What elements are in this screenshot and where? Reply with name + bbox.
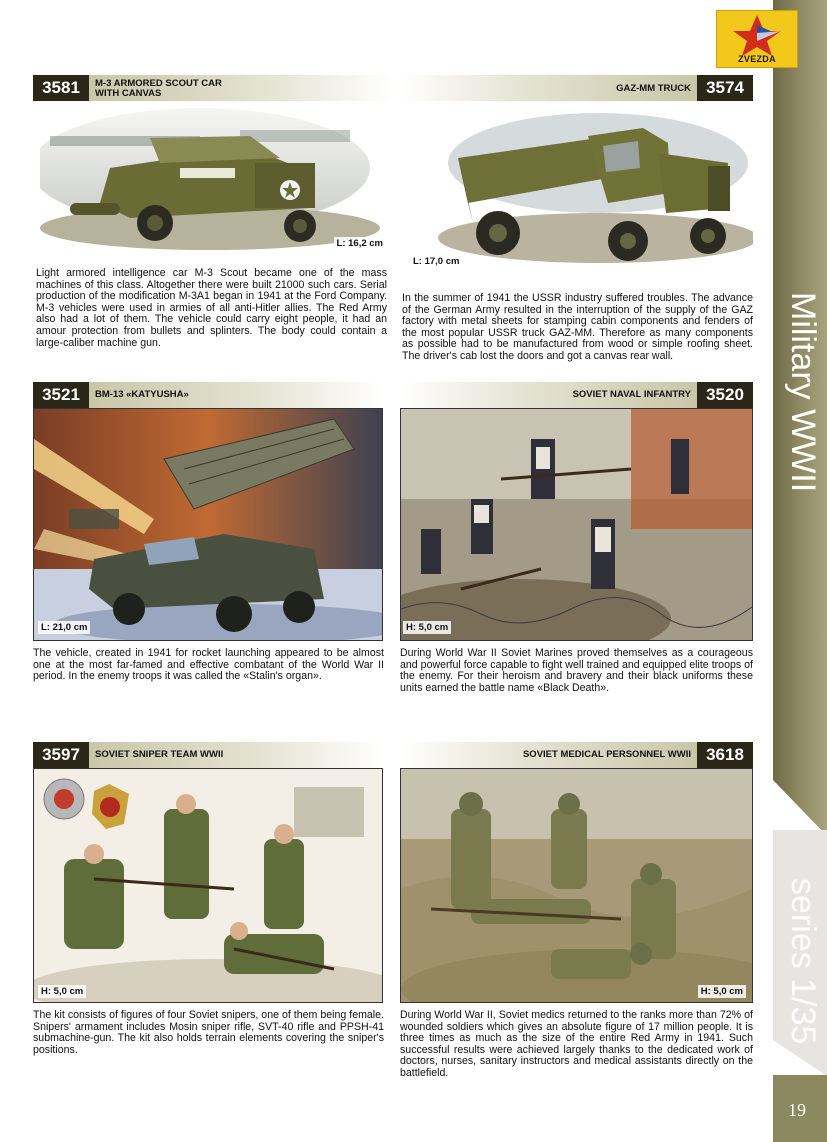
product-description: During World War II, Soviet medics returned to the ranks more than 72% of wounded soldiers which gives an absolute figure of 17 million people. It is three times as much as the size of the entire Red Army in 1941. Such successful results were achieved largely thanks to the dedicated work of doctors, nurses, sanitary instructors and medical assistants directly on the battlefield. [400, 1009, 753, 1079]
product-image-medical-personnel [400, 768, 753, 1003]
product-image-m3-scout-car [40, 108, 390, 258]
measurement-label: H: 5,0 cm [698, 985, 746, 998]
brand-name: ZVEZDA [738, 54, 776, 64]
measurement-label: H: 5,0 cm [38, 985, 86, 998]
product-title: GAZ-MM TRUCK [616, 83, 691, 94]
product-code: 3574 [697, 75, 753, 101]
product-header-3520 [400, 382, 753, 408]
zvezda-logo [716, 10, 798, 68]
product-title: SOVIET SNIPER TEAM WWII [95, 749, 224, 760]
product-description: Light armored intelligence car M-3 Scout became one of the mass machines of this class. Altogether there were built 21000 such cars. Serial production of the modification M-3A1 began in 1941 at the Ford Company. M-3 vehicles were used in armies of all anti-Hitler allies. The Red Army also had a lot of them. The vehicle could carry eight people, it had an amour protection from bullets and splinters. The body could contain a large-caliber machine gun. [36, 267, 387, 349]
product-image-bm13-katyusha [33, 408, 383, 641]
product-header-3574 [400, 75, 753, 101]
product-title: SOVIET NAVAL INFANTRY [572, 389, 691, 400]
product-code: 3597 [33, 742, 89, 768]
product-title: BM-13 «KATYUSHA» [95, 389, 189, 400]
product-code: 3521 [33, 382, 89, 408]
category-label: Military WWII [784, 292, 822, 493]
product-header-3581 [33, 75, 393, 101]
product-image-sniper-team [33, 768, 383, 1003]
series-label: series 1/35 [784, 878, 822, 1045]
product-image-gaz-mm-truck [408, 108, 753, 278]
measurement-label: L: 16,2 cm [334, 237, 386, 250]
product-code: 3520 [697, 382, 753, 408]
product-code: 3581 [33, 75, 89, 101]
product-description: The vehicle, created in 1941 for rocket launching appeared to be almost one at the most far-famed and effective combatant of the World War II period. In the enemy troops it was called the «Stalin's organ». [33, 647, 384, 683]
product-header-3597 [33, 742, 383, 768]
product-header-3521 [33, 382, 383, 408]
measurement-label: L: 17,0 cm [410, 255, 462, 268]
page-number: 19 [788, 1100, 806, 1120]
product-title: SOVIET MEDICAL PERSONNEL WWII [522, 749, 691, 760]
product-title: M-3 ARMORED SCOUT CAR WITH CANVAS [95, 78, 222, 99]
product-description: During World War II Soviet Marines proved themselves as a courageous and powerful force capable to fight well trained and equipped elite troops of the enemy. For their heroism and bravery and their black uniforms these units earned the battle name «Black Death». [400, 647, 753, 694]
measurement-label: H: 5,0 cm [403, 621, 451, 634]
product-description: The kit consists of figures of four Soviet snipers, one of them being female. Snipers' armament includes Mosin sniper rifle, SVT-40 rifle and PPSH-41 submachine-gun. The kit also holds terrain elements covering the sniper's positions. [33, 1009, 384, 1056]
red-star-icon [717, 11, 797, 57]
product-code: 3618 [697, 742, 753, 768]
product-header-3618 [400, 742, 753, 768]
measurement-label: L: 21,0 cm [38, 621, 90, 634]
product-image-naval-infantry [400, 408, 753, 641]
product-description: In the summer of 1941 the USSR industry suffered troubles. The advance of the German Army resulted in the interruption of the supply of the GAZ factory with metal sheets for stamping cabin components and fenders of the most popular USSR truck GAZ-MM. Therefore as many components as possible had to be manufactured from wood or simple roofing sheet. The driver's cab lost the doors and got a canvas rear wall. [402, 292, 753, 362]
